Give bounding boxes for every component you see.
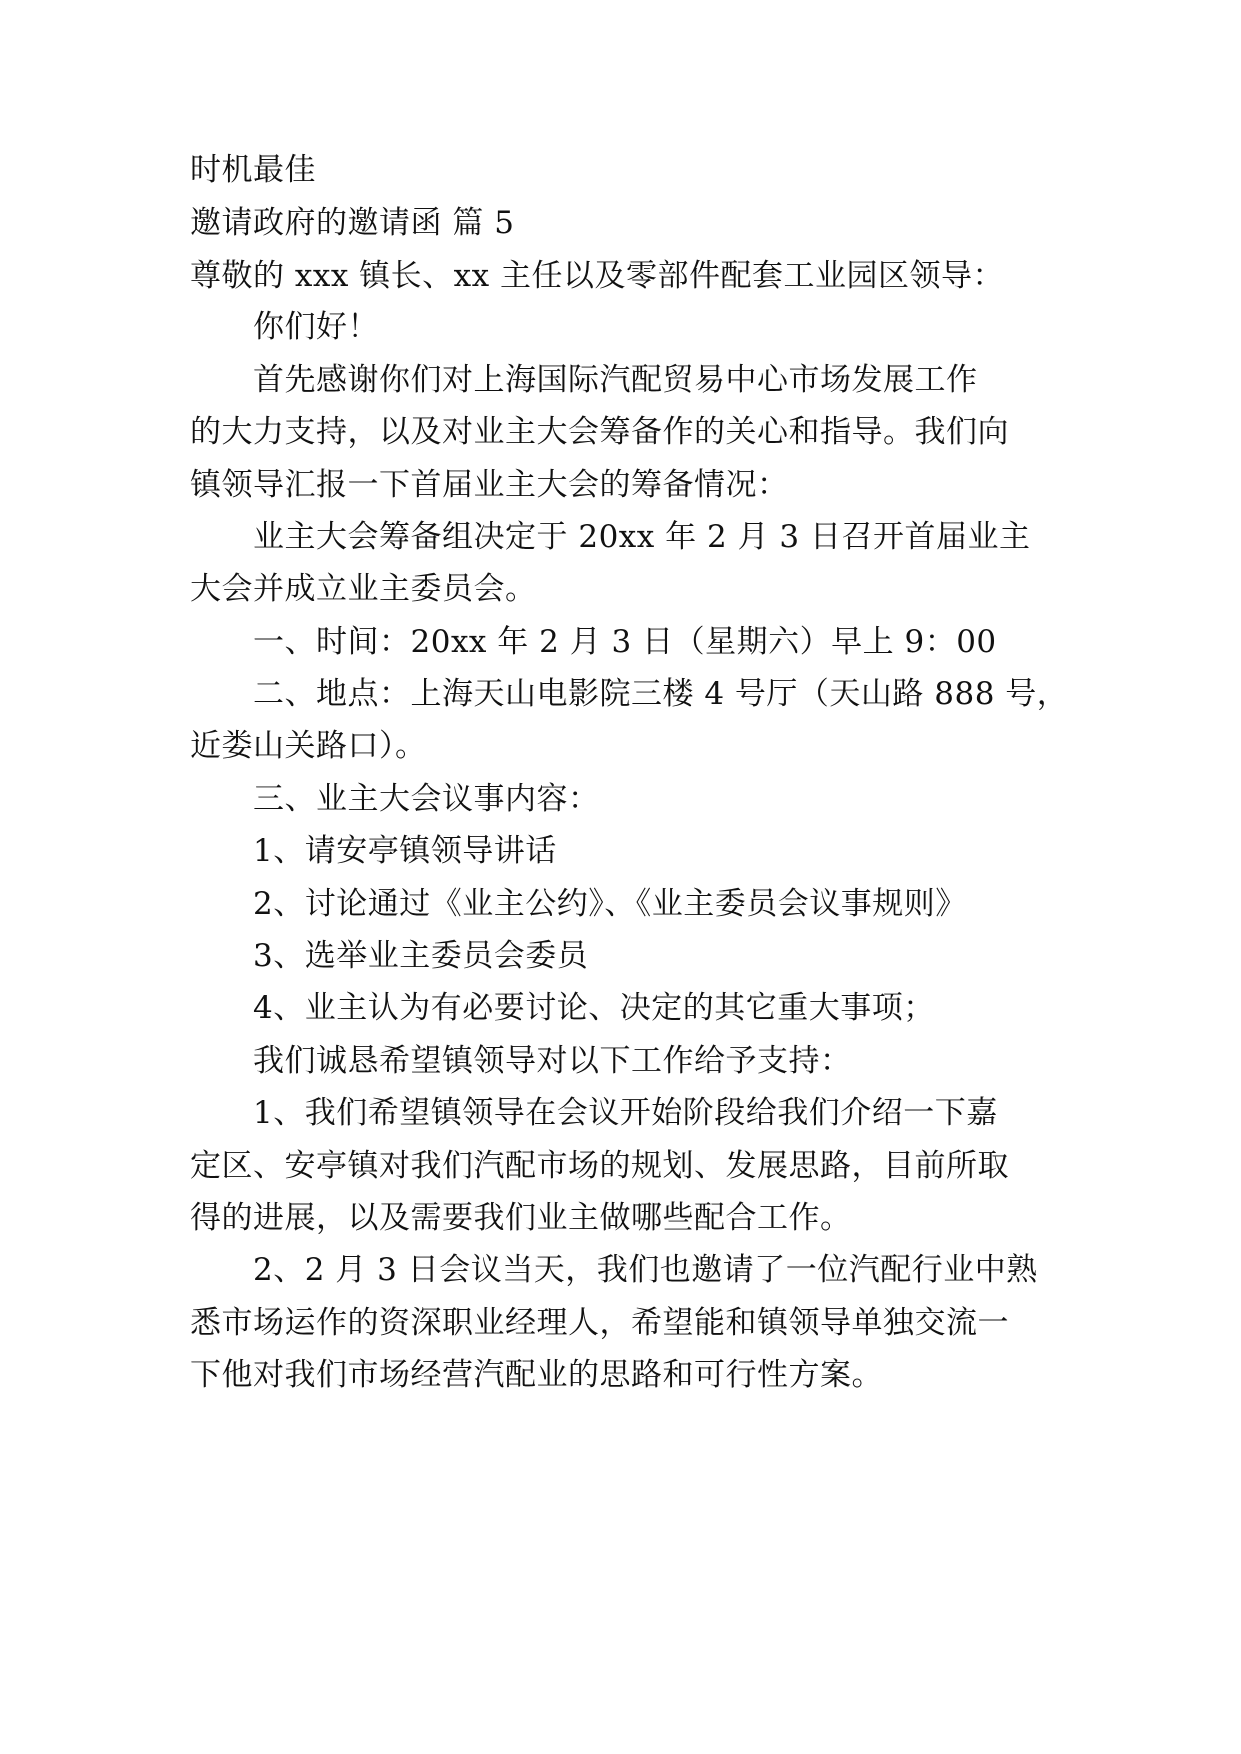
paragraph-line: 悉市场运作的资深职业经理人，希望能和镇领导单独交流一 (190, 1305, 1009, 1341)
greeting: 你们好！ (253, 309, 379, 345)
agenda-item: 3、选举业主委员会委员 (253, 938, 589, 974)
agenda-item: 2、讨论通过《业主公约》、《业主委员会议事规则》 (253, 886, 967, 922)
paragraph-line: 首先感谢你们对上海国际汽配贸易中心市场发展工作 (253, 362, 978, 398)
paragraph-line: 2、2 月 3 日会议当天，我们也邀请了一位汽配行业中熟 (253, 1252, 1038, 1288)
agenda-item: 4、业主认为有必要讨论、决定的其它重大事项； (253, 990, 935, 1026)
heading-line: 时机最佳 (190, 152, 316, 188)
support-heading: 我们诚恳希望镇领导对以下工作给予支持： (253, 1043, 852, 1079)
paragraph-line: 镇领导汇报一下首届业主大会的筹备情况： (190, 467, 789, 503)
paragraph-line: 的大力支持，以及对业主大会筹备作的关心和指导。我们向 (190, 414, 1009, 450)
paragraph-line: 业主大会筹备组决定于 20xx 年 2 月 3 日召开首届业主 (253, 519, 1031, 555)
location-line: 二、地点：上海天山电影院三楼 4 号厅（天山路 888 号， (253, 676, 1069, 712)
agenda-heading: 三、业主大会议事内容： (253, 781, 600, 817)
paragraph-line: 得的进展，以及需要我们业主做哪些配合工作。 (190, 1200, 852, 1236)
location-line-cont: 近娄山关路口）。 (190, 728, 427, 764)
salutation: 尊敬的 xxx 镇长、xx 主任以及零部件配套工业园区领导： (190, 258, 1004, 294)
paragraph-line: 下他对我们市场经营汽配业的思路和可行性方案。 (190, 1357, 883, 1393)
section-title: 邀请政府的邀请函 篇 5 (190, 205, 515, 241)
paragraph-line: 定区、安亭镇对我们汽配市场的规划、发展思路，目前所取 (190, 1148, 1009, 1184)
time-line: 一、时间：20xx 年 2 月 3 日（星期六）早上 9：00 (253, 624, 997, 660)
agenda-item: 1、请安亭镇领导讲话 (253, 833, 557, 869)
paragraph-line: 1、我们希望镇领导在会议开始阶段给我们介绍一下嘉 (253, 1095, 998, 1131)
paragraph-line: 大会并成立业主委员会。 (190, 571, 537, 607)
